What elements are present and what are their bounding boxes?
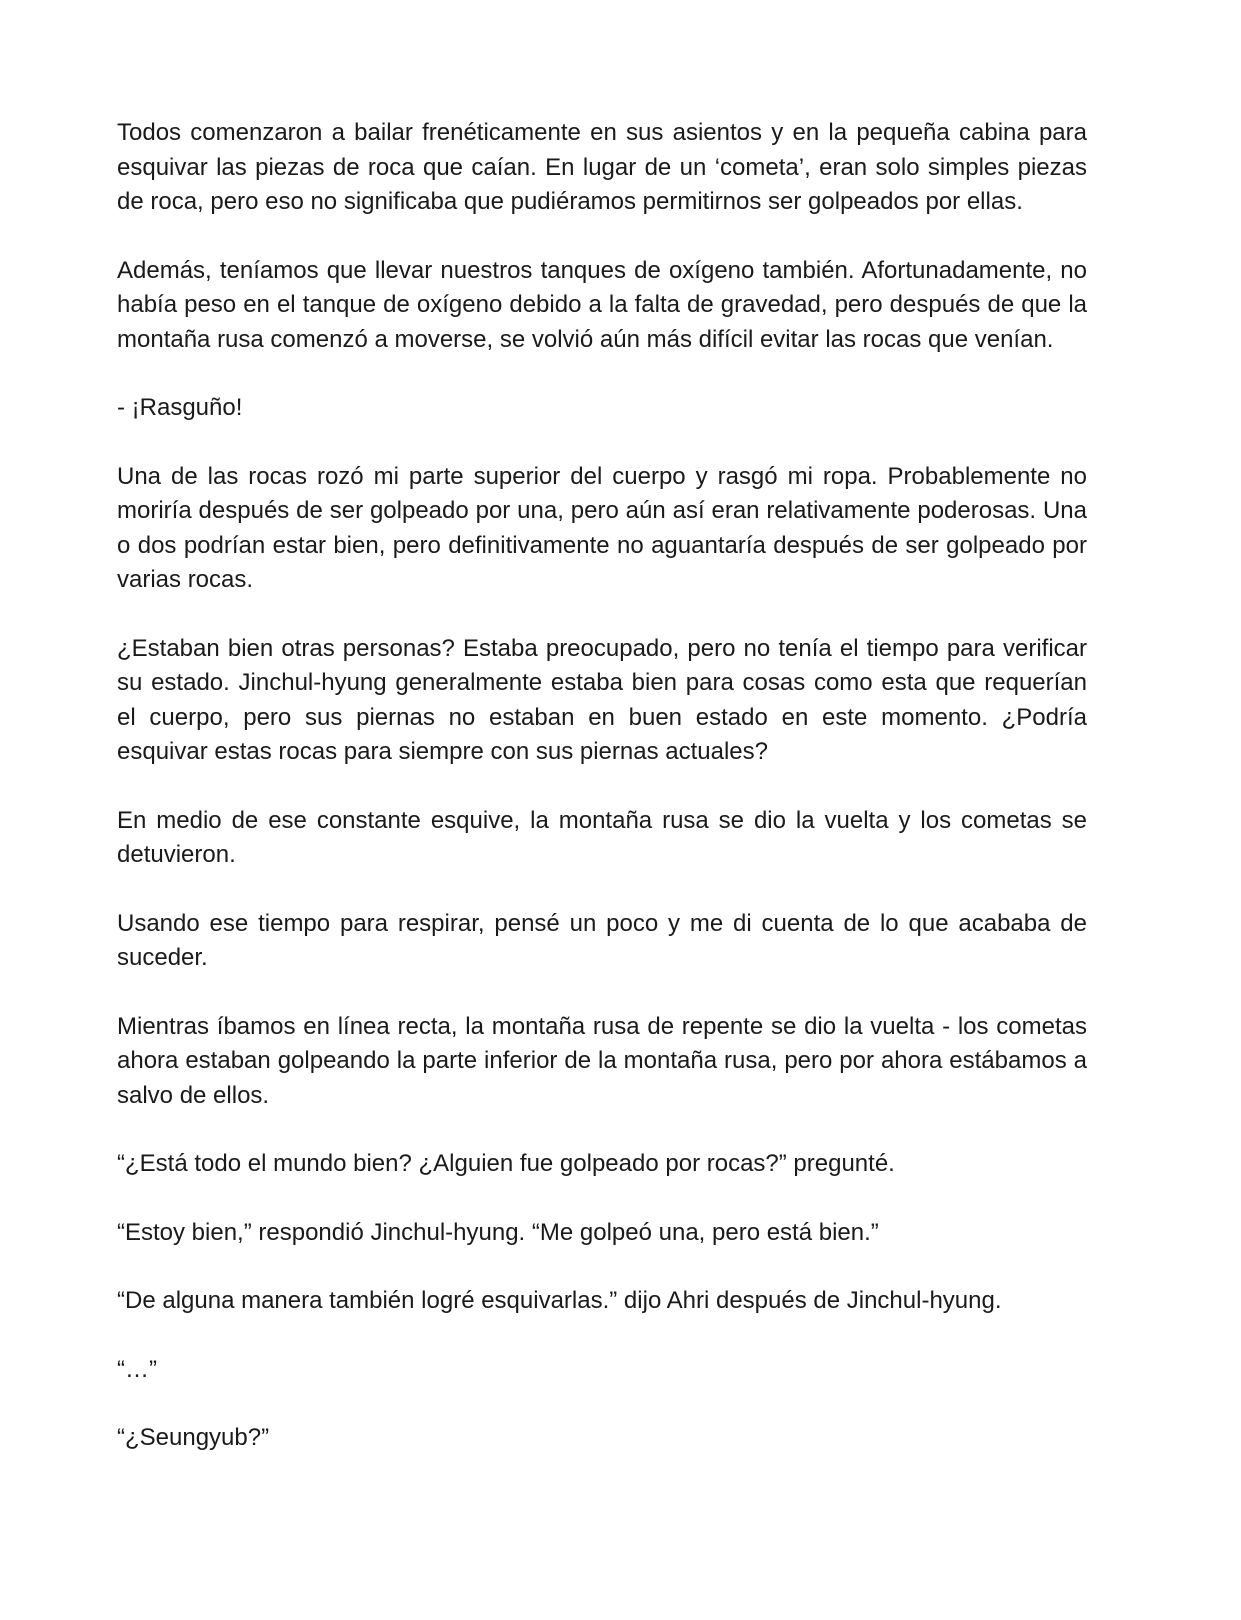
paragraph-4: Una de las rocas rozó mi parte superior del cuerpo y rasgó mi ropa. Probablemente no moriría después de ser golpeado por una, pero aún así eran relativamente poderosas. Una o dos podrían estar bien, pero definitivamente no aguantaría después de ser golpeado por varias rocas. [117,462,1087,593]
dialogue-line-4: “…” [117,1355,157,1383]
paragraph-3: - ¡Rasguño! [117,394,243,421]
dialogue-line-3: “De alguna manera también logré esquivarlas.” dijo Ahri después de Jinchul-hyung. [117,1287,1002,1314]
paragraph-7: Usando ese tiempo para respirar, pensé un poco y me di cuenta de lo que acababa de suceder. [117,909,1087,971]
paragraph-8: Mientras íbamos en línea recta, la montaña rusa de repente se dio la vuelta - los cometas ahora estaban golpeando la parte inferior de la montaña rusa, pero por ahora estábamos a salvo de ellos. [117,1012,1087,1109]
paragraph-2: Además, teníamos que llevar nuestros tanques de oxígeno también. Afortunadamente, no había peso en el tanque de oxígeno debido a la falta de gravedad, pero después de que la montaña rusa comenzó a moverse, se volvió aún más difícil evitar las rocas que venían. [117,256,1087,353]
dialogue-line-1: “¿Está todo el mundo bien? ¿Alguien fue golpeado por rocas?” pregunté. [117,1150,895,1177]
paragraph-6: En medio de ese constante esquive, la montaña rusa se dio la vuelta y los cometas se detuvieron. [117,806,1087,868]
paragraph-5: ¿Estaban bien otras personas? Estaba preocupado, pero no tenía el tiempo para verificar su estado. Jinchul-hyung generalmente estaba bien para cosas como esta que requerían el cuerpo, pero sus piernas no estaban en buen estado en este momento. ¿Podría esquivar estas rocas para siempre con sus piernas actuales? [117,634,1087,765]
dialogue-line-5: “¿Seungyub?” [117,1424,270,1451]
paragraph-1: Todos comenzaron a bailar frenéticamente en sus asientos y en la pequeña cabina para esquivar las piezas de roca que caían. En lugar de un ‘cometa’, eran solo simples piezas de roca, pero eso no significaba que pudiéramos permitirnos ser golpeados por ellas. [117,119,1087,215]
document-body [117,116,1087,1490]
dialogue-line-2: “Estoy bien,” respondió Jinchul-hyung. “Me golpeó una, pero está bien.” [117,1218,879,1246]
